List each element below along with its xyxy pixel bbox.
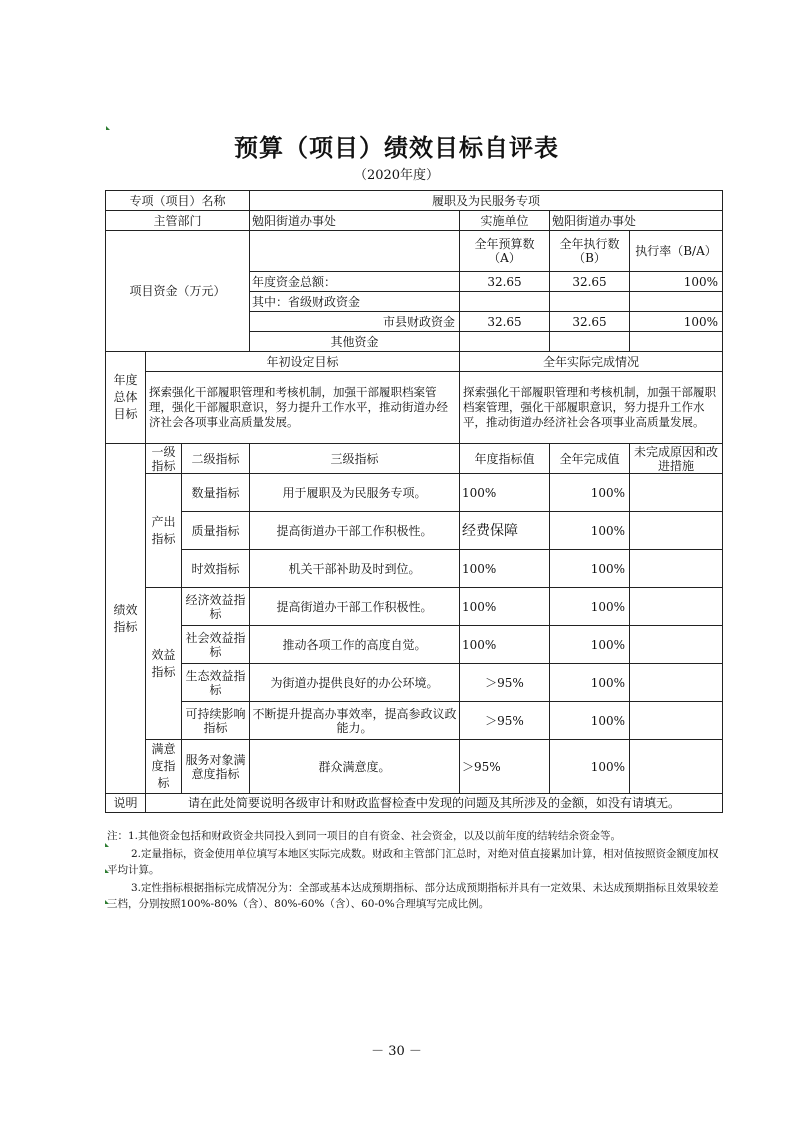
indicators-header-target: 年度指标值 xyxy=(460,444,550,474)
indicator-target: 100% xyxy=(460,474,550,512)
indicator-level3: 提高街道办干部工作积极性。 xyxy=(250,588,460,626)
indicator-actual: 100% xyxy=(550,550,630,588)
page-title: 预算（项目）绩效目标自评表 xyxy=(234,133,559,162)
funds-header-blank xyxy=(250,231,460,272)
indicator-actual: 100% xyxy=(550,740,630,794)
funds-row-budget xyxy=(460,332,550,352)
indicator-level2: 经济效益指标 xyxy=(182,588,250,626)
indicators-header-level2: 二级指标 xyxy=(182,444,250,474)
indicator-actual: 100% xyxy=(550,702,630,740)
remark-text: 请在此处简要说明各级审计和财政监督检查中发现的问题及其所涉及的金额，如没有请填无。 xyxy=(146,794,723,813)
goals-planned-text: 探索强化干部履职管理和考核机制，加强干部履职档案管理，强化干部履职意识，努力提升工作水平，推动街道办经济社会各项事业高质量发展。 xyxy=(146,372,460,444)
indicator-target: 经费保障 xyxy=(460,512,550,550)
indicators-header-reason: 未完成原因和改进措施 xyxy=(630,444,723,474)
footnote: 注：1.其他资金包括和财政资金共同投入到同一项目的自有资金、社会资金，以及以前年度的结转结余资金等。 xyxy=(107,830,622,842)
indicator-target: 100% xyxy=(460,550,550,588)
remark-label: 说明 xyxy=(106,794,146,813)
indicator-level2: 生态效益指标 xyxy=(182,664,250,702)
indicator-actual: 100% xyxy=(550,626,630,664)
project-name-label: 专项（项目）名称 xyxy=(106,191,250,211)
page-number: － 30 － xyxy=(371,1044,422,1059)
footnote: 3.定性指标根据指标完成情况分为：全部或基本达成预期指标、部分达成预期指标并具有一定效果、未达成预期指标且效果较差三档，分别按照100%-80%（含）、80%-60%（含）、60-0%合理填写完成比例。 xyxy=(107,882,719,910)
indicator-target: ＞95% xyxy=(460,664,550,702)
indicator-level3: 用于履职及为民服务专项。 xyxy=(250,474,460,512)
indicators-label: 绩效指标 xyxy=(106,444,146,794)
funds-label: 项目资金（万元） xyxy=(106,231,250,352)
indicator-level3: 机关干部补助及时到位。 xyxy=(250,550,460,588)
indicators-header-actual: 全年完成值 xyxy=(550,444,630,474)
funds-row-rate xyxy=(630,332,723,352)
funds-row-rate xyxy=(630,292,723,312)
funds-row-rate: 100% xyxy=(630,272,723,292)
impl-label: 实施单位 xyxy=(460,211,550,231)
indicators-header-level1: 一级指标 xyxy=(146,444,182,474)
indicator-actual: 100% xyxy=(550,588,630,626)
indicator-level3: 群众满意度。 xyxy=(250,740,460,794)
dept-label: 主管部门 xyxy=(106,211,250,231)
indicator-level2: 时效指标 xyxy=(182,550,250,588)
goals-actual-text: 探索强化干部履职管理和考核机制，加强干部履职档案管理，强化干部履职意识，努力提升工作水平，推动街道办经济社会各项事业高质量发展。 xyxy=(460,372,723,444)
goals-label: 年度总体目标 xyxy=(106,352,146,444)
funds-row-exec: 32.65 xyxy=(550,272,630,292)
funds-row-name: 其中：省级财政资金 xyxy=(250,292,460,312)
indicator-level3: 推动各项工作的高度自觉。 xyxy=(250,626,460,664)
indicator-actual: 100% xyxy=(550,512,630,550)
funds-row-name: 年度资金总额： xyxy=(250,272,460,292)
indicator-reason xyxy=(630,626,723,664)
indicator-level2: 质量指标 xyxy=(182,512,250,550)
indicator-target: 100% xyxy=(460,626,550,664)
funds-row-budget: 32.65 xyxy=(460,312,550,332)
indicator-actual: 100% xyxy=(550,474,630,512)
funds-header-rate: 执行率（B/A） xyxy=(630,231,723,272)
evaluation-table xyxy=(105,190,723,813)
impl-value: 勉阳街道办事处 xyxy=(550,211,723,231)
indicator-level2: 服务对象满意度指标 xyxy=(182,740,250,794)
indicator-reason xyxy=(630,740,723,794)
page-subtitle-year: （2020年度） xyxy=(353,168,440,183)
indicator-actual: 100% xyxy=(550,664,630,702)
funds-row-budget: 32.65 xyxy=(460,272,550,292)
funds-row-exec xyxy=(550,292,630,312)
funds-row-name: 市县财政资金 xyxy=(250,312,460,332)
project-name-value: 履职及为民服务专项 xyxy=(250,191,723,211)
group-output: 产出指标 xyxy=(146,474,182,588)
group-satisfaction: 满意度指标 xyxy=(146,740,182,794)
indicator-level3: 不断提升提高办事效率，提高参政议政能力。 xyxy=(250,702,460,740)
footnotes xyxy=(107,828,727,914)
funds-row-name: 其他资金 xyxy=(250,332,460,352)
indicator-reason xyxy=(630,474,723,512)
funds-row-exec: 32.65 xyxy=(550,312,630,332)
indicator-target: 100% xyxy=(460,588,550,626)
funds-header-budget: 全年预算数（A） xyxy=(460,231,550,272)
indicator-reason xyxy=(630,550,723,588)
funds-row-budget xyxy=(460,292,550,312)
indicator-reason xyxy=(630,702,723,740)
dept-value: 勉阳街道办事处 xyxy=(250,211,460,231)
goals-actual-header: 全年实际完成情况 xyxy=(460,352,723,372)
indicator-reason xyxy=(630,588,723,626)
indicator-target: ＞95% xyxy=(460,740,550,794)
indicator-level2: 可持续影响指标 xyxy=(182,702,250,740)
indicator-target: ＞95% xyxy=(460,702,550,740)
indicator-level2: 社会效益指标 xyxy=(182,626,250,664)
indicator-reason xyxy=(630,512,723,550)
indicator-level3: 为街道办提供良好的办公环境。 xyxy=(250,664,460,702)
footnote: 2.定量指标，资金使用单位填写本地区实际完成数。财政和主管部门汇总时，对绝对值直接累加计算，相对值按照资金额度加权平均计算。 xyxy=(107,848,719,876)
goals-planned-header: 年初设定目标 xyxy=(146,352,460,372)
indicator-level3: 提高街道办干部工作积极性。 xyxy=(250,512,460,550)
funds-header-exec: 全年执行数（B） xyxy=(550,231,630,272)
group-benefit: 效益指标 xyxy=(146,588,182,740)
funds-row-exec xyxy=(550,332,630,352)
indicator-reason xyxy=(630,664,723,702)
funds-row-rate: 100% xyxy=(630,312,723,332)
indicators-header-level3: 三级指标 xyxy=(250,444,460,474)
indicator-level2: 数量指标 xyxy=(182,474,250,512)
